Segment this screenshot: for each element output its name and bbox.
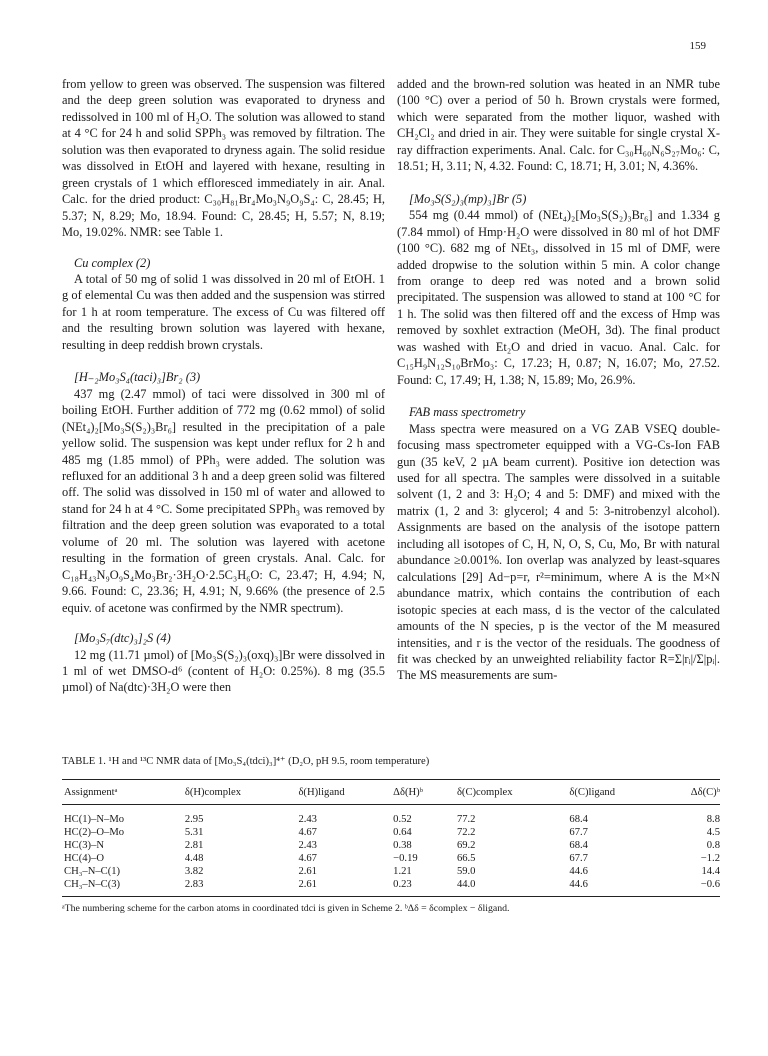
- table-row: [62, 839, 720, 852]
- table-header-row: [62, 780, 720, 805]
- cell-dc-complex: 77.2: [456, 814, 476, 825]
- cell-dc-ligand: 67.7: [569, 853, 588, 864]
- cell-assignment: CH₃–N–C(1): [64, 866, 121, 877]
- cell-dh-complex: 5.31: [184, 827, 204, 838]
- heading-fab-ms: FAB mass spectrometry: [409, 405, 526, 420]
- cell-dh-ligand: 2.61: [296, 878, 391, 897]
- cell-dh-ligand: 4.67: [298, 853, 317, 864]
- cell-delta-h: −0.19: [393, 853, 418, 864]
- cell-dh-complex: 3.82: [184, 866, 204, 877]
- cell-assignment: HC(4)–O: [64, 853, 105, 864]
- paragraph-compound-4-cont: added and the brown-red solution was heated in an NMR tube (100 °C) over a period of 50 h. Brown crystals were formed, which were separated from the mother liquor, washed with CH₂Cl₂ and dried in air. They were suitable for single crystal X-ray diffraction experiments. Anal. Calc. for C₃₀H₆₀N₆S₂₇Mo₆: C, 18.51; H, 3.11; N, 4.32. Found: C, 18.71; H, 3.01; N, 4.36%.: [397, 77, 720, 174]
- paragraph-compound-5: 554 mg (0.44 mmol) of (NEt₄)₂[Mo₃S(S₂)₃Br₆] and 1.334 g (7.84 mmol) of Hmp·H₂O were dissolved in 80 ml of hot DMF (100 °C). 682 mg of NEt₃, dissolved in 15 ml of DMF, were added dropwise to the solution within 5 min. A color change from orange to deep red was noted and a brown solid precipitated. The suspension was allowed to stand at 100 °C for 1 h. The solid was then filtered off and the excess of Hmp was removed by soxhlet extraction (MeOH, 3d). The final product was washed with Et₂O and dried in vacuo. Anal. Calc. for C₁₅H₉N₁₂S₁₀BrMo₃: C, 17.23; H, 0.87; N, 16.07; Mo, 27.52. Found: C, 17.49; H, 1.38; N, 15.89; Mo, 26.9%.: [397, 208, 720, 387]
- cell-delta-c: 0.8: [706, 840, 720, 851]
- cell-delta-h: 0.38: [393, 840, 412, 851]
- table-row: [62, 826, 720, 839]
- cell-dc-ligand: 67.7: [569, 827, 588, 838]
- table-footnote: ᵃThe numbering scheme for the carbon atoms in coordinated tdci is given in Scheme 2. ᵇΔδ = δcomplex − δligand.: [62, 903, 510, 914]
- paragraph-compound-3: 437 mg (2.47 mmol) of taci were dissolved in 300 ml of boiling EtOH. Further addition of 772 mg (0.62 mmol) of solid (NEt₄)₂[Mo₃S(S₂)₃Br₆] resulted in the precipitation of a pale yellow solid. The suspension was kept under reflux for 2 h and 485 mg (1.85 mmol) of PPh₃ were added. The solution was refluxed for an additional 3 h and a deep green solid was filtered off. The solid was dissolved in 150 ml of water and allowed to stand for 24 h at 4 °C. Some precipitated SPPh₃ was removed by filtration and the deep green solution was evaporated to a total volume of 20 ml. The solution was layered with acetone resulting in the formation of green crystals. Anal. Calc. for C₁₈H₄₃N₉O₉S₄Mo₃Br₂·3H₂O·2.5C₃H₆O: C, 23.47; H, 4.94; N, 9.66. Found: C, 23.36; H, 4.91; N, 9.66% (the presence of 2.5 equiv. of acetone was confirmed by the NMR spectrum).: [62, 386, 385, 615]
- cell-dc-complex: 44.0: [455, 878, 567, 897]
- cell-dc-ligand: 44.6: [567, 878, 661, 897]
- cell-delta-h: 1.21: [393, 866, 412, 877]
- cell-dh-complex: 4.48: [184, 853, 204, 864]
- table-row: [62, 878, 720, 897]
- nmr-data-table: [62, 779, 720, 897]
- heading-compound-3: [H₋₂Mo₃S₄(taci)₃]Br₂ (3): [74, 370, 201, 385]
- cell-dh-complex: 2.83: [183, 878, 297, 897]
- header-assignment: Assignmentᵃ: [62, 780, 183, 805]
- cell-assignment: CH₃–N–C(3): [62, 878, 183, 897]
- cell-delta-c: 8.8: [706, 814, 720, 825]
- nmr-table-block: [62, 755, 720, 914]
- table-row: [62, 865, 720, 878]
- header-dh-ligand: δ(H)ligand: [296, 780, 391, 805]
- cell-dc-ligand: 44.6: [569, 866, 588, 877]
- header-dc-complex: δ(C)complex: [455, 780, 567, 805]
- table-row: [62, 805, 720, 827]
- cell-assignment: HC(1)–N–Mo: [64, 814, 125, 825]
- heading-compound-5: [Mo₃S(S₂)₃(mp)₃]Br (5): [409, 191, 527, 206]
- cell-delta-c: 14.4: [701, 866, 720, 877]
- cell-dh-ligand: 2.43: [298, 840, 317, 851]
- cell-delta-c: 4.5: [706, 827, 720, 838]
- cell-dh-ligand: 2.61: [298, 866, 317, 877]
- table-caption: TABLE 1. ¹H and ¹³C NMR data of [Mo₃S₄(tdci)₃]⁴⁺ (D₂O, pH 9.5, room temperature): [62, 756, 430, 767]
- cell-dc-complex: 59.0: [456, 866, 476, 877]
- table-row: [62, 852, 720, 865]
- header-dc-ligand: δ(C)ligand: [567, 780, 661, 805]
- heading-cu-complex: Cu complex (2): [74, 255, 151, 270]
- cell-assignment: HC(2)–O–Mo: [64, 827, 125, 838]
- cell-dh-ligand: 2.43: [298, 814, 317, 825]
- cell-delta-c: −1.2: [700, 853, 720, 864]
- cell-dh-complex: 2.95: [184, 814, 204, 825]
- header-dh-complex: δ(H)complex: [183, 780, 297, 805]
- cell-dc-ligand: 68.4: [569, 814, 588, 825]
- page-number: 159: [689, 40, 706, 52]
- paragraph-synthesis-1: from yellow to green was observed. The suspension was filtered and the deep green solution was evaporated to dryness and redissolved in 100 ml of H₂O. The solution was allowed to stand at 4 °C for 24 h and solid SPPh₃ was removed by filtration. The solution was then evaporated to dryness again. The solid residue was dissolved in EtOH and layered with hexane, resulting in green crystals of 1 which effloresced immediately in air. Anal. Calc. for the dried product: C₃₀H₈₁Br₄Mo₃N₉O₉S₄: C, 28.45; H, 5.37; N, 8.29; Mo, 18.94. Found: C, 28.45; H, 5.57; N, 8.19; Mo, 19.02%. NMR: see Table 1.: [62, 77, 385, 240]
- cell-delta-h: 0.52: [393, 814, 412, 825]
- right-column: [397, 76, 720, 684]
- cell-assignment: HC(3)–N: [64, 840, 105, 851]
- cell-dc-complex: 66.5: [456, 853, 476, 864]
- paragraph-compound-4: 12 mg (11.71 µmol) of [Mo₃S(S₂)₃(oxq)₃]Br were dissolved in 1 ml of wet DMSO-d⁶ (content of H₂O: 0.25%). 8 mg (35.5 µmol) of Na(dtc)·3H₂O were then: [62, 647, 385, 695]
- cell-dc-complex: 72.2: [456, 827, 476, 838]
- cell-dh-complex: 2.81: [184, 840, 204, 851]
- header-delta-h: Δδ(H)ᵇ: [391, 780, 455, 805]
- cell-delta-h: 0.23: [391, 878, 455, 897]
- cell-delta-c: −0.6: [661, 878, 720, 897]
- cell-delta-h: 0.64: [393, 827, 412, 838]
- header-delta-c: Δδ(C)ᵇ: [661, 780, 720, 805]
- heading-compound-4: [Mo₃S₇(dtc)₃]₂S (4): [74, 631, 171, 646]
- paragraph-fab-ms: Mass spectra were measured on a VG ZAB VSEQ double-focusing mass spectrometer equipped with a VG-Cs-Ion FAB gun (35 keV, 2 µA beam current). Positive ion detection was used for all spectra. The samples were dissolved in a suitable solvent (1, 2 and 3: H₂O; 4 and 5: DMF) and mixed with the matrix (1, 2 and 3: glycerol; 4 and 5: 3-nitrobenzyl alcohol). Assignments are based on the analysis of the isotope pattern including all isotopes of C, H, N, O, S, Cu, Mo, Br with natural abundance ≥0.001%. Ion overlap was analyzed by least-squares calculations [29] Ad−p=r, r²=minimum, where A is the M×N abundance matrix, which contains the contribution of each isotopic species at each mass, d is the vector of the calculated amounts of the N species, p is the vector of the M measured intensities, and r is the vector of the residuals. The goodness of fit was checked by an unweighted reliability factor R=Σ|rᵢ|/Σ|pᵢ|. The MS measurements are sum-: [397, 421, 720, 683]
- cell-dc-complex: 69.2: [456, 840, 476, 851]
- cell-dh-ligand: 4.67: [298, 827, 317, 838]
- paragraph-cu-complex: A total of 50 mg of solid 1 was dissolved in 20 ml of EtOH. 1 g of elemental Cu was then added and the suspension was stirred for 1 h at room temperature. The excess of Cu was filtered off and the resulting brown solution was layered with hexane, resulting in deep reddish brown crystals.: [62, 271, 385, 352]
- left-column: [62, 76, 385, 696]
- cell-dc-ligand: 68.4: [569, 840, 588, 851]
